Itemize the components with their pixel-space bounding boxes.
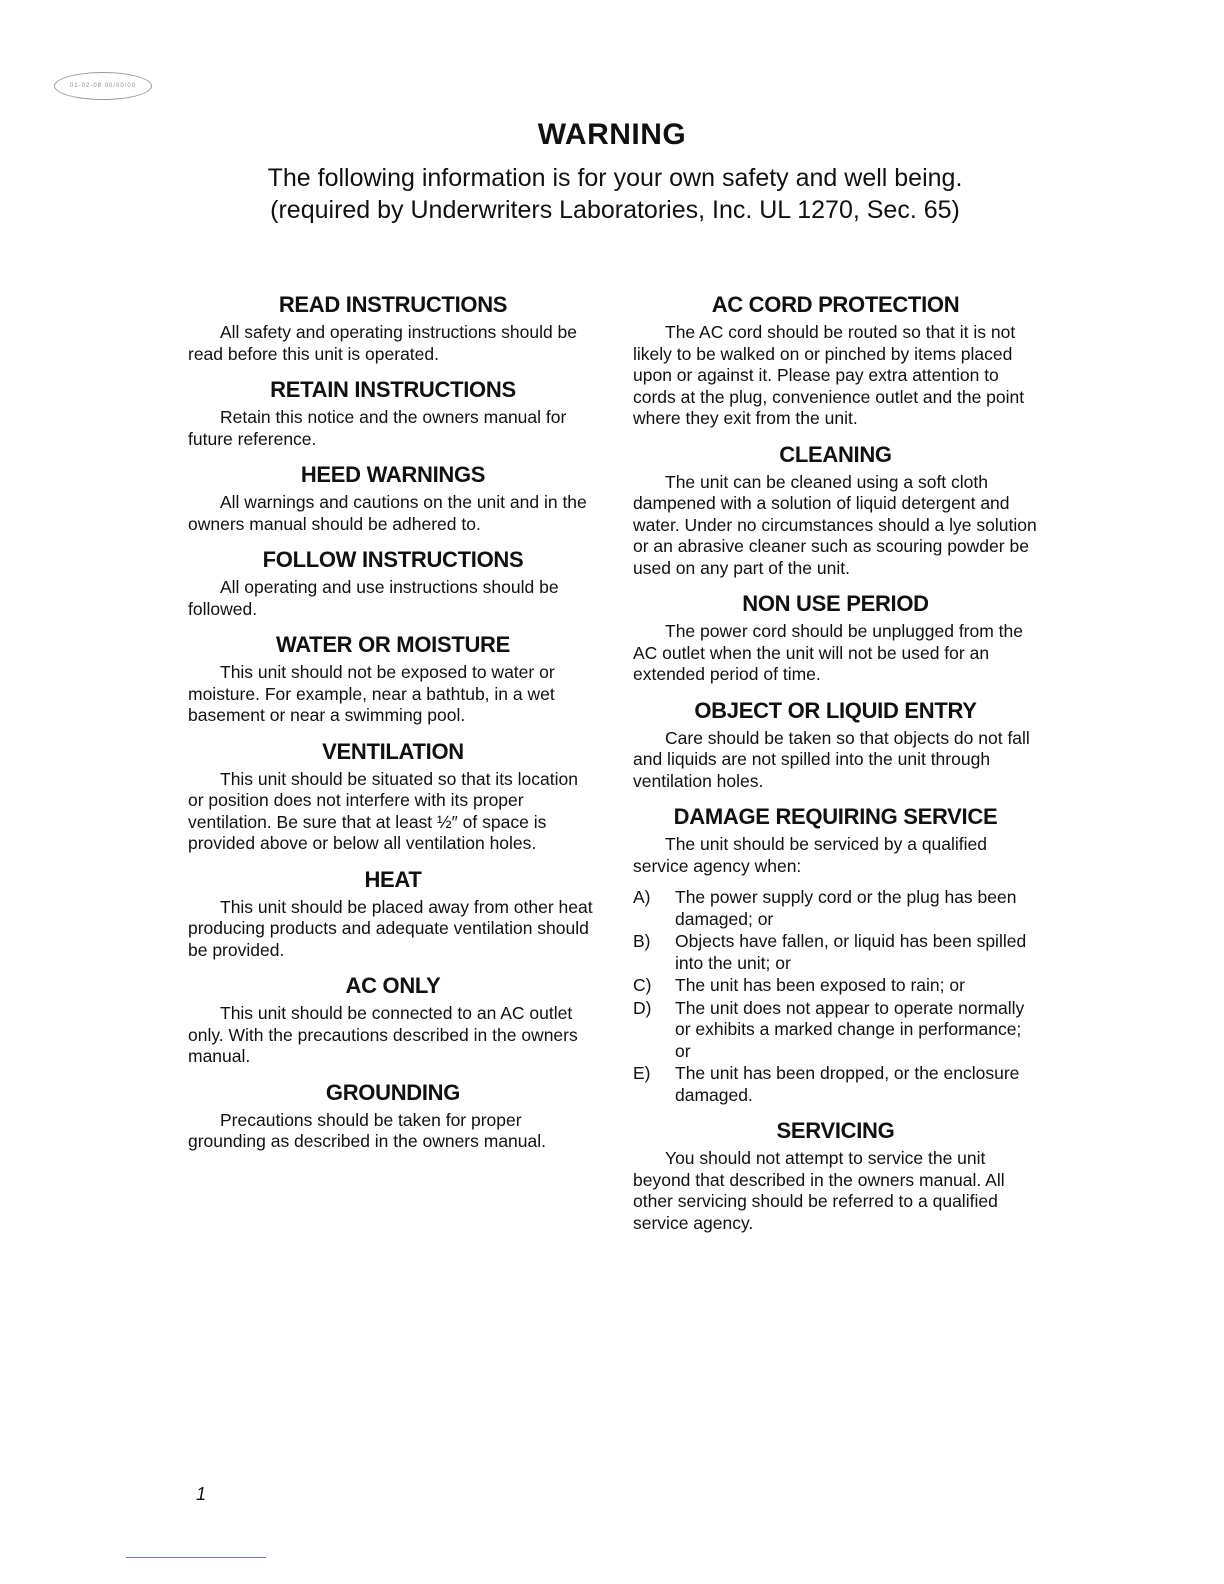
section-body: All operating and use instructions should be followed. [188,577,559,619]
scanner-stamp: 01-02-08 00/00/00 [54,72,152,100]
section-body: You should not attempt to service the unit beyond that described in the owners manual. All other servicing should be referred to a qualified service agency. [633,1148,1005,1233]
section-body: This unit should be placed away from other heat producing products and adequate ventilation should be provided. [188,896,593,960]
section-servicing [633,1118,1038,1234]
section-heading: NON USE PERIOD [742,591,929,616]
right-column [633,292,1038,1246]
list-marker: D) [633,997,652,1018]
section-heading: HEED WARNINGS [300,462,486,487]
section-damage-requiring-service [633,804,1038,1106]
section-read-instructions [188,292,598,365]
list-text: Objects have fallen, or liquid has been spilled into the unit; or [675,931,1027,973]
section-heat [188,867,598,962]
section-body: The unit should be serviced by a qualified service agency when: [633,834,988,876]
section-heading: AC ONLY [345,973,441,998]
page-number: 1 [196,1484,207,1504]
section-heading: CLEANING [779,441,892,467]
section-heading: DAMAGE REQUIRING SERVICE [673,804,998,829]
list-text: The unit has been exposed to rain; or [675,975,965,995]
warning-header [0,118,1224,226]
section-body: This unit should be connected to an AC outlet only. With the precautions described in the owners manual. [188,1003,578,1066]
section-heading: RETAIN INSTRUCTIONS [270,377,516,402]
section-non-use-period [633,591,1038,686]
section-body: This unit should be situated so that its location or position does not interfere with its proper ventilation. Be sure that at least ½″ of space is provided above or below all ventilation holes. [188,768,578,853]
section-body: The unit can be cleaned using a soft cloth dampened with a solution of liquid detergent and water. Under no circumstances should a lye solution or an abrasive cleaner such as scouring powder be used on any part of the unit. [633,471,1037,578]
subtitle-line-1: The following information is for your own safety and well being. [267,164,963,192]
list-item [633,887,1038,930]
subtitle-line-2: (required by Underwriters Laboratories, Inc. UL 1270, Sec. 65) [270,196,960,224]
section-body: The AC cord should be routed so that it is not likely to be walked on or pinched by items placed upon or against it. Please pay extra attention to cords at the plug, convenience outlet and the point where they exit from the unit. [633,322,1025,428]
section-cleaning [633,442,1038,580]
section-heading: AC CORD PROTECTION [711,292,960,317]
section-heading: FOLLOW INSTRUCTIONS [262,547,524,572]
section-grounding [188,1080,598,1153]
section-heading: SERVICING [776,1118,895,1143]
section-body: This unit should not be exposed to water or moisture. For example, near a bathtub, in a wet basement or near a swimming pool. [188,662,555,725]
footer-rule [126,1557,266,1558]
section-heading: VENTILATION [322,738,464,764]
section-heading: WATER OR MOISTURE [275,632,511,657]
section-object-or-liquid-entry [633,698,1038,793]
list-text: The unit has been dropped, or the enclosure damaged. [675,1063,1020,1105]
page-subtitle [0,162,1224,226]
section-ventilation [188,739,598,855]
section-body: Care should be taken so that objects do not fall and liquids are not spilled into the unit through ventilation holes. [633,727,1030,791]
list-item [633,1063,1038,1106]
section-body: Retain this notice and the owners manual for future reference. [188,407,567,449]
section-heading: HEAT [364,866,422,892]
list-item [633,975,1038,997]
section-retain-instructions [188,377,598,450]
section-heading: OBJECT OR LIQUID ENTRY [694,697,977,723]
list-marker: B) [633,931,651,951]
section-body: All warnings and cautions on the unit and in the owners manual should be adhered to. [188,492,587,534]
list-item [633,998,1038,1063]
section-body: Precautions should be taken for proper grounding as described in the owners manual. [188,1109,546,1151]
section-follow-instructions [188,547,598,620]
list-marker: C) [633,975,652,995]
section-heading: GROUNDING [325,1079,461,1105]
list-text: The unit does not appear to operate normally or exhibits a marked change in performance; or [675,997,1025,1061]
list-marker: E) [633,1063,651,1083]
section-heed-warnings [188,462,598,535]
section-body: All safety and operating instructions should be read before this unit is operated. [188,322,578,364]
section-heading: READ INSTRUCTIONS [278,292,508,317]
section-body: The power cord should be unplugged from the AC outlet when the unit will not be used for an extended period of time. [633,621,1024,684]
damage-conditions-list [633,887,1038,1106]
list-text: The power supply cord or the plug has been damaged; or [675,887,1017,929]
section-water-or-moisture [188,632,598,727]
section-ac-cord-protection [633,292,1038,430]
list-marker: A) [633,887,651,907]
left-column [188,292,598,1165]
page-title: WARNING [537,118,687,151]
section-ac-only [188,973,598,1068]
list-item [633,931,1038,974]
